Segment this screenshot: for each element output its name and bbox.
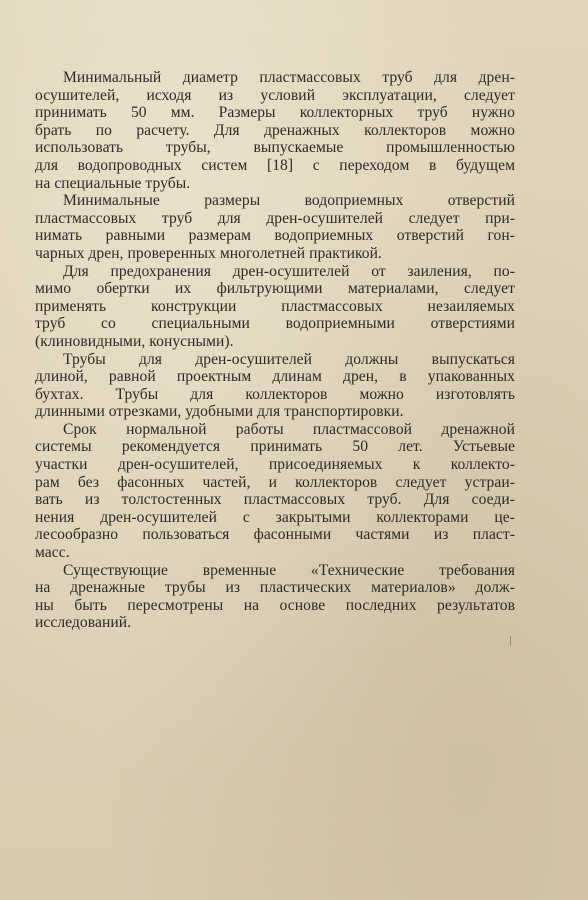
paragraph-5 bbox=[35, 420, 515, 562]
text-line: (клиновидными, конусными). bbox=[35, 332, 234, 350]
text-line: применять конструкции пластмассовых незаиляемых bbox=[35, 297, 515, 315]
paragraph-3 bbox=[35, 262, 515, 351]
text-line: исследований. bbox=[35, 614, 132, 632]
paper-speck bbox=[510, 636, 511, 646]
text-line: длиной, равной проектным длинам дрен, в упакованных bbox=[35, 368, 515, 386]
text-line: масс. bbox=[35, 544, 70, 562]
text-line: принимать 50 мм. Размеры коллекторных труб нужно bbox=[35, 104, 515, 122]
paragraph-1 bbox=[35, 69, 515, 192]
text-line: для водопроводных систем [18] с переходом в будущем bbox=[35, 156, 515, 174]
text-line: нимать равными размерам водоприемных отверстий гон- bbox=[35, 227, 515, 245]
text-line: бухтах. Трубы для коллекторов можно изготовлять bbox=[35, 385, 515, 403]
text-line: мимо обертки их фильтрующими материалами, следует bbox=[35, 280, 515, 298]
text-line: Минимальные размеры водоприемных отверстий bbox=[63, 192, 515, 210]
text-line: пластмассовых труб для дрен-осушителей следует при- bbox=[35, 209, 515, 227]
text-line: на специальные трубы. bbox=[35, 174, 191, 192]
text-line: осушителей, исходя из условий эксплуатации, следует bbox=[35, 86, 515, 104]
text-line: ны быть пересмотрены на основе последних результатов bbox=[35, 596, 515, 614]
text-line: рам без фасонных частей, и коллекторов следует устраи- bbox=[35, 473, 515, 491]
text-line: Существующие временные «Технические требования bbox=[63, 561, 515, 579]
text-line: на дренажные трубы из пластических материалов» долж- bbox=[35, 579, 515, 597]
paragraph-2 bbox=[35, 192, 515, 262]
body-text bbox=[35, 69, 515, 632]
paragraph-4 bbox=[35, 350, 515, 421]
text-line: Срок нормальной работы пластмассовой дренажной bbox=[63, 420, 515, 438]
text-line: вать из толстостенных пластмассовых труб. Для соеди- bbox=[35, 491, 515, 509]
paragraph-6 bbox=[35, 561, 515, 632]
text-line: Для предохранения дрен-осушителей от заиления, по- bbox=[63, 262, 515, 280]
text-line: системы рекомендуется принимать 50 лет. Устьевые bbox=[35, 438, 515, 456]
text-line: труб со специальными водоприемными отверстиями bbox=[35, 315, 515, 333]
text-line: длинными отрезками, удобными для транспортировки. bbox=[35, 403, 404, 421]
text-line: брать по расчету. Для дренажных коллекторов можно bbox=[35, 121, 515, 139]
text-line: чарных дрен, проверенных многолетней практикой. bbox=[35, 244, 382, 262]
text-line: Трубы для дрен-осушителей должны выпускаться bbox=[63, 350, 515, 368]
text-line: нения дрен-осушителей с закрытыми коллекторами це- bbox=[35, 508, 515, 526]
text-line: участки дрен-осушителей, присоединяемых к коллекто- bbox=[35, 456, 515, 474]
text-line: лесообразно пользоваться фасонными частями из пласт- bbox=[35, 526, 515, 544]
text-line: Минимальный диаметр пластмассовых труб для дрен- bbox=[63, 69, 515, 86]
text-line: использовать трубы, выпускаемые промышленностью bbox=[35, 139, 515, 157]
